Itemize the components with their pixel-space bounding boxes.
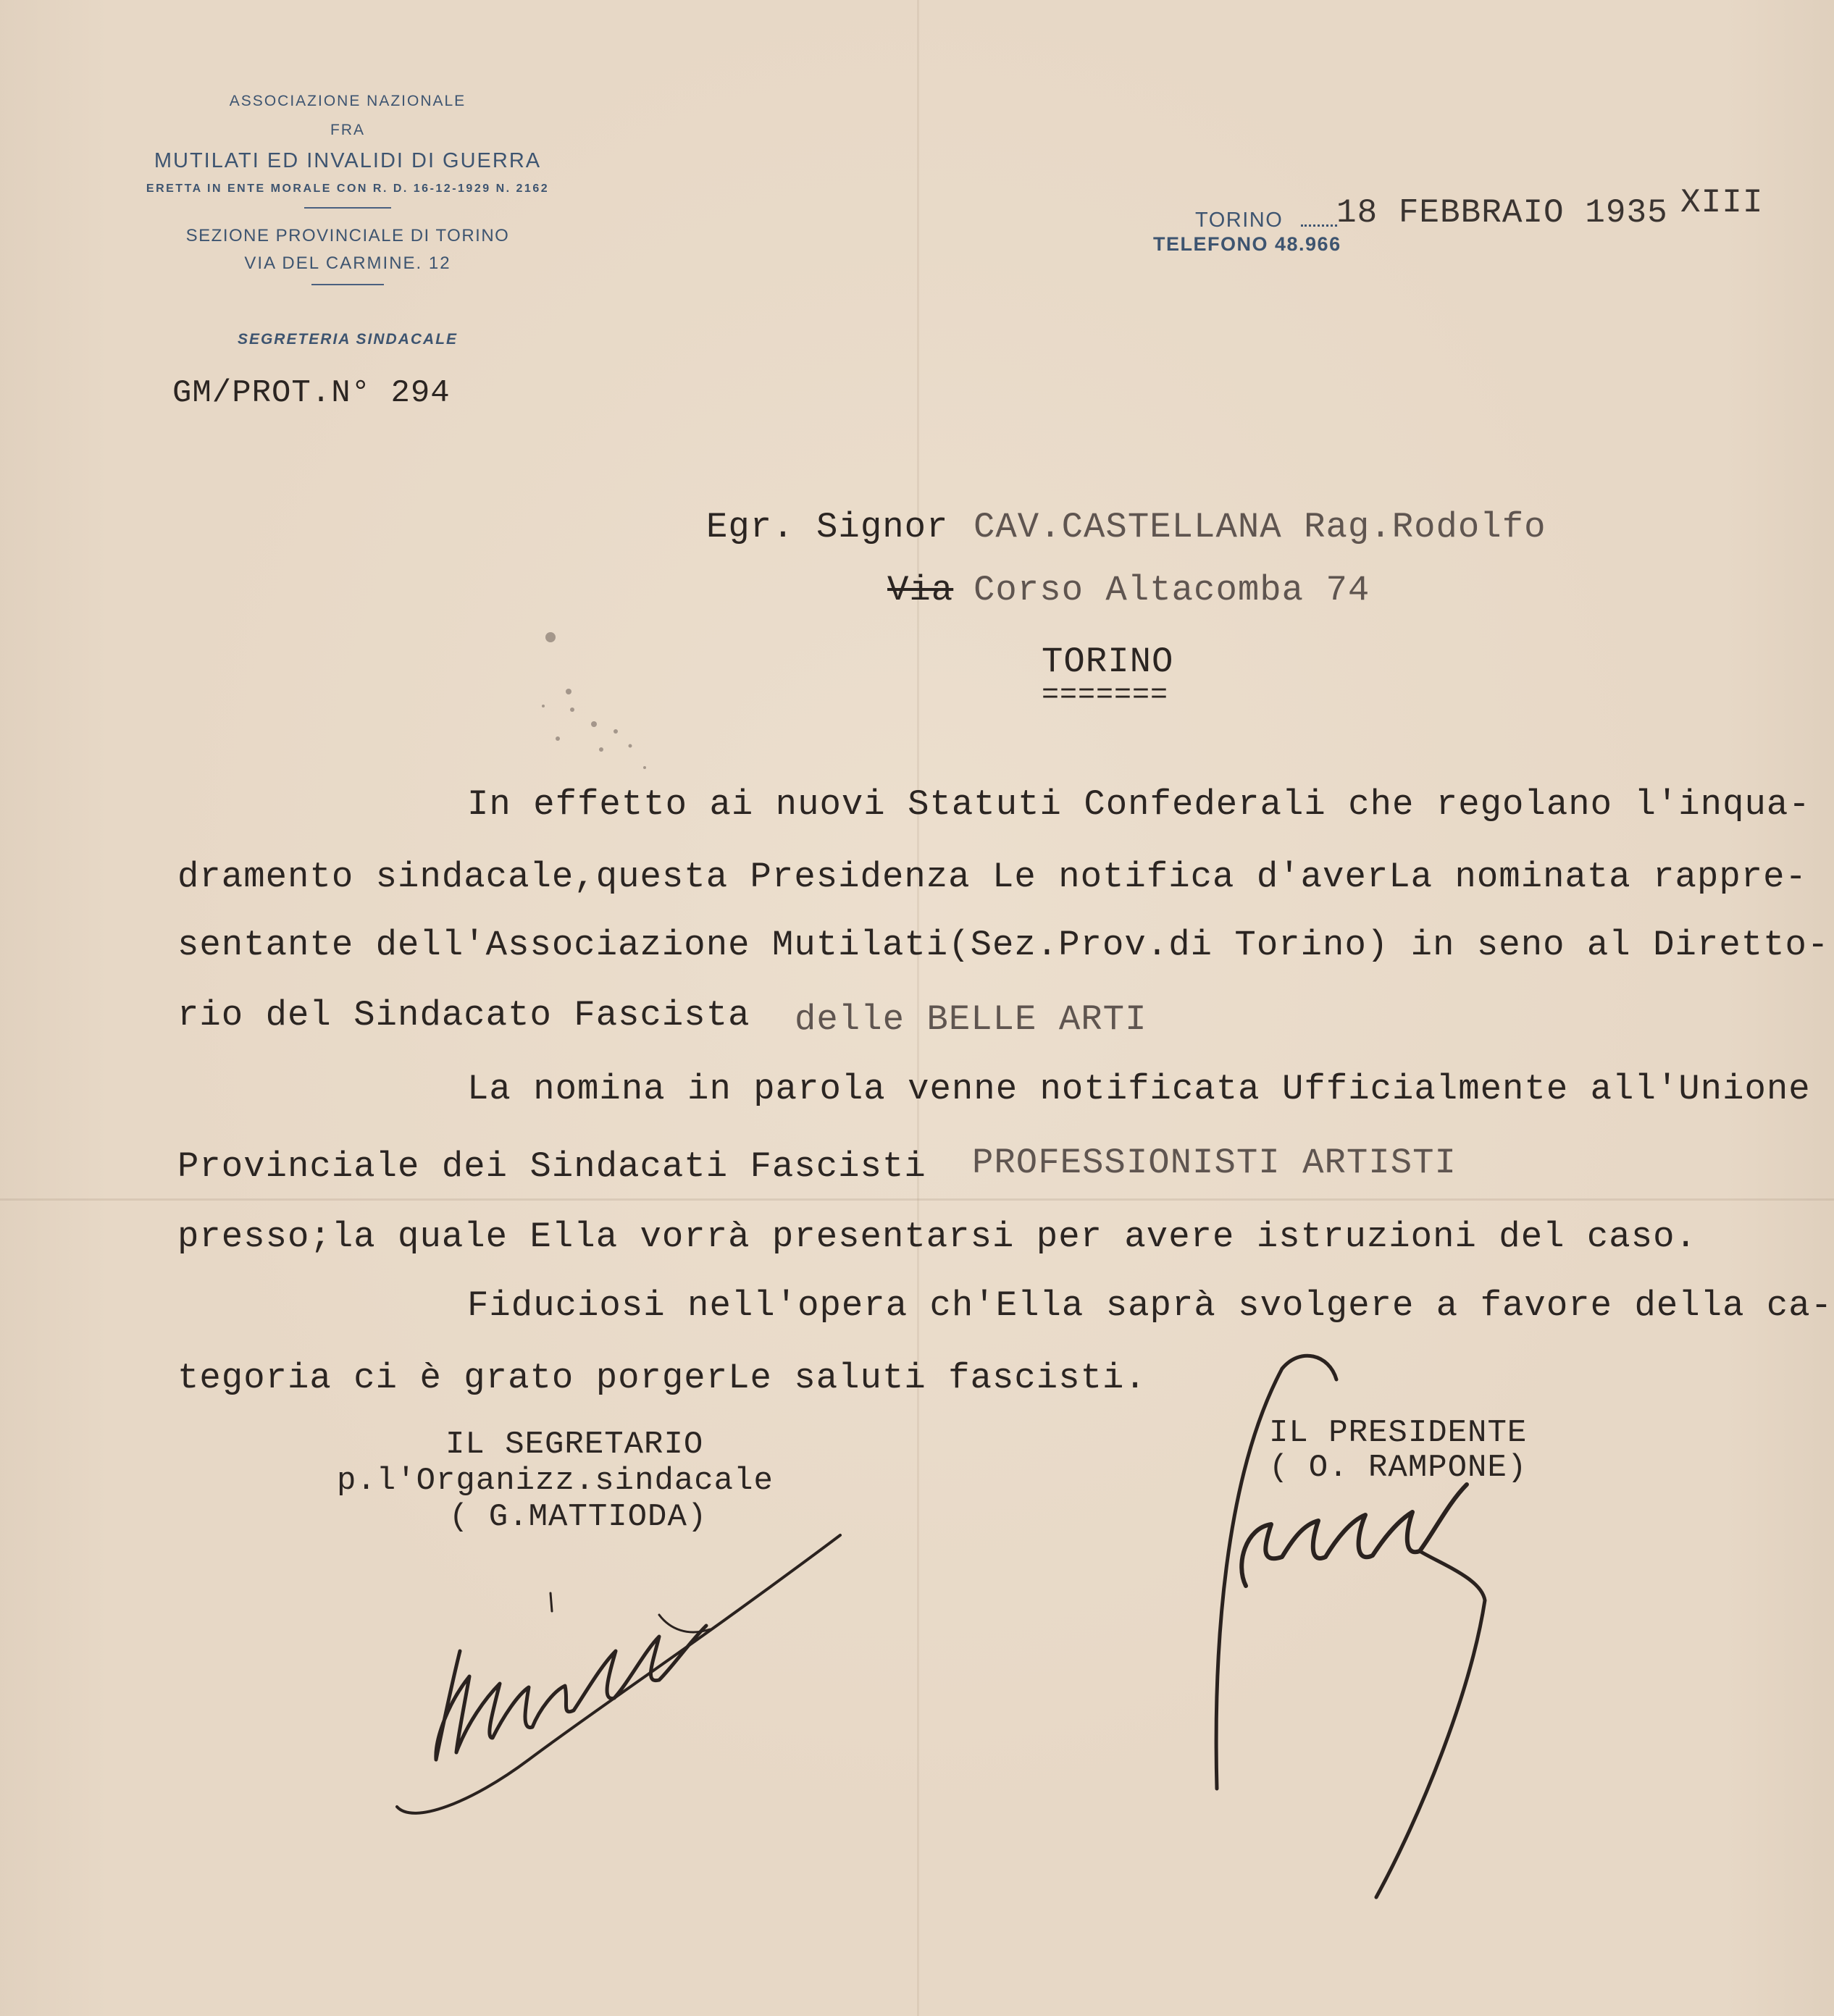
stamp-residue: [529, 623, 717, 782]
recipient-street-prefix: Via: [887, 570, 954, 610]
phone-label: TELEFONO 48.966: [1153, 233, 1341, 255]
letterhead-name: MUTILATI ED INVALIDI DI GUERRA: [154, 149, 542, 172]
signer-left-title: IL SEGRETARIO: [445, 1427, 704, 1463]
letterhead-address: VIA DEL CARMINE. 12: [244, 253, 451, 273]
signer-right-title: IL PRESIDENTE: [1269, 1415, 1528, 1451]
place-label: TORINO: [1195, 209, 1284, 232]
letterhead-association: ASSOCIAZIONE NAZIONALE: [229, 93, 466, 109]
body-line-7: presso;la quale Ella vorrà presentarsi per avere istruzioni del caso.: [177, 1217, 1697, 1257]
signer-right-name: ( O. RAMPONE): [1269, 1450, 1528, 1486]
body-line-8: Fiduciosi nell'opera ch'Ella saprà svolgere a favore della ca-: [467, 1285, 1833, 1326]
letterhead-fra: FRA: [330, 122, 365, 138]
letter-date: 18 FEBBRAIO 1935: [1336, 194, 1668, 232]
signature-right: [1202, 1347, 1579, 1919]
recipient-street: Corso Altacomba 74: [973, 570, 1370, 610]
letterhead-ornament: [311, 284, 384, 285]
body-line-9: tegoria ci è grato porgerLe saluti fascisti.: [177, 1358, 1147, 1398]
letterhead-section: SEZIONE PROVINCIALE DI TORINO: [185, 226, 510, 245]
body-line-3: sentante dell'Associazione Mutilati(Sez.Prov.di Torino) in seno al Diretto-: [177, 925, 1830, 965]
recipient-city-underline: =======: [1042, 679, 1169, 712]
protocol-number: GM/PROT.N° 294: [172, 375, 451, 411]
recipient-city: TORINO: [1042, 642, 1174, 682]
signature-left: [384, 1521, 862, 1825]
body-line-1: In effetto ai nuovi Statuti Confederali che regolano l'inqua-: [467, 784, 1811, 825]
body-line-6a: Provinciale dei Sindacati Fascisti: [177, 1146, 926, 1187]
body-line-4a: rio del Sindacato Fascista: [177, 995, 750, 1036]
letterhead-divider: [304, 207, 391, 209]
recipient-salutation: Egr. Signor: [706, 507, 949, 547]
body-line-5: La nomina in parola venne notificata Ufficialmente all'Unione: [467, 1069, 1811, 1109]
place-dots: [1301, 224, 1337, 227]
letter-era: XIII: [1680, 184, 1764, 222]
body-line-2: dramento sindacale,questa Presidenza Le notifica d'averLa nominata rappre-: [177, 857, 1807, 897]
body-line-4b: delle BELLE ARTI: [795, 999, 1147, 1040]
letterhead-decree: ERETTA IN ENTE MORALE CON R. D. 16-12-1929 N. 2162: [146, 182, 550, 195]
body-line-6b: PROFESSIONISTI ARTISTI: [972, 1143, 1457, 1183]
recipient-name: CAV.CASTELLANA Rag.Rodolfo: [973, 507, 1546, 547]
signer-left-name: ( G.MATTIODA): [449, 1499, 708, 1535]
signer-left-role: p.l'Organizz.sindacale: [337, 1463, 774, 1499]
letterhead-office: SEGRETERIA SINDACALE: [237, 331, 458, 348]
